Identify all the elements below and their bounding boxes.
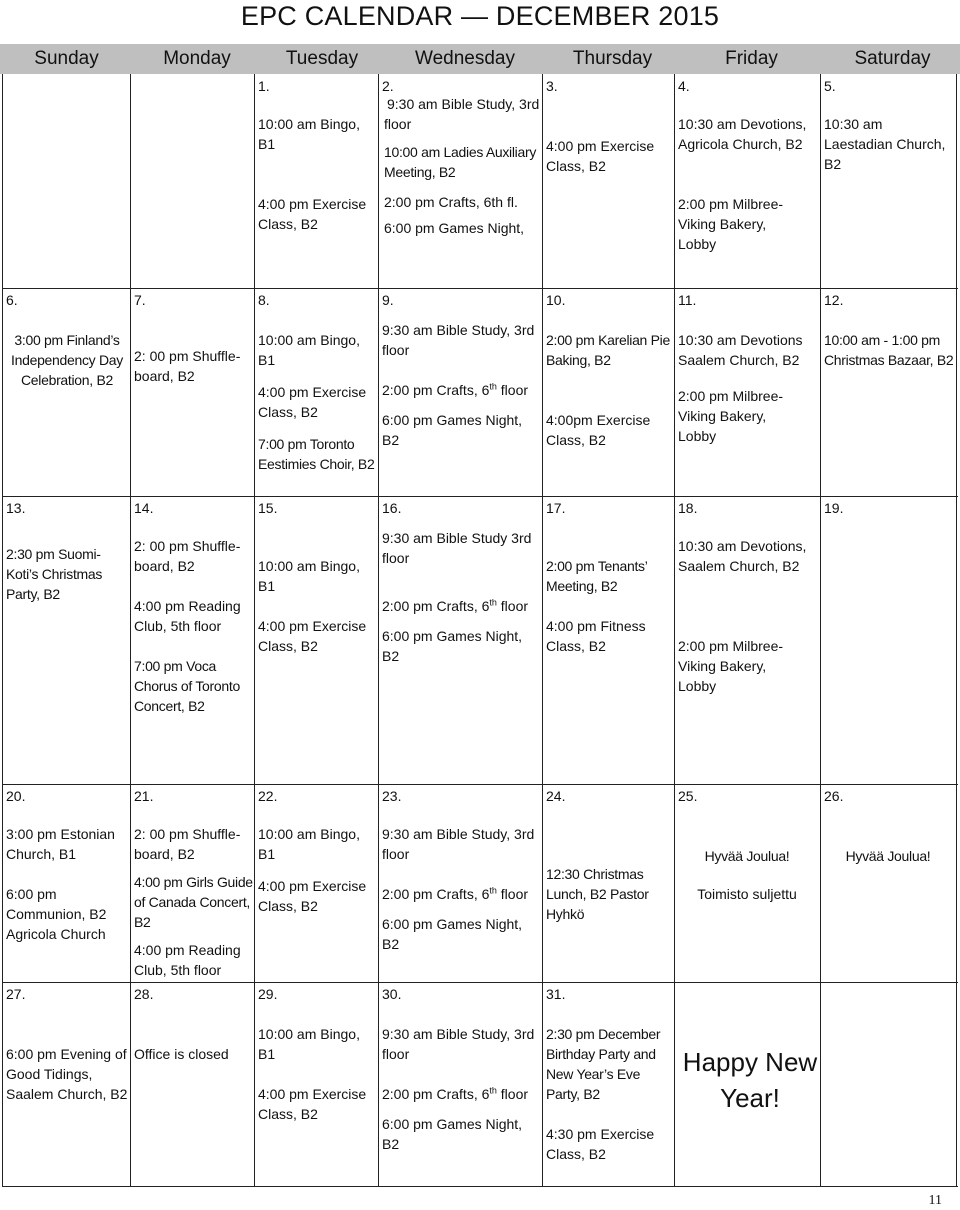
event: 6:00 pm Games Night, B2 [382,916,523,952]
event: 6:00 pm Games Night, [384,220,525,236]
day-number: 23. [382,788,402,804]
day-number: 15. [258,500,278,516]
event: 6:00 pm Games Night, B2 [382,1116,523,1152]
calendar-grid [2,74,958,1187]
day-number: 26. [824,788,844,804]
event: 4:00pm Exercise Class, B2 [546,412,651,448]
grid-line [820,74,821,1187]
event: 4:00 pm Fitness Class, B2 [546,618,646,654]
event: 2:00 pm Milbree-Viking Bakery, Lobby [678,388,784,444]
event: 6:00 pm Games Night, B2 [382,412,523,448]
page-title: EPC CALENDAR — DECEMBER 2015 [240,1,720,31]
event: 4:00 pm Reading Club, 5th floor [134,942,241,978]
weekday-thursday: Thursday [572,48,653,69]
event: 2:00 pm Karelian Pie Baking, B2 [546,332,670,368]
weekday-saturday: Saturday [854,48,931,69]
event: 4:30 pm Exercise Class, B2 [546,1126,655,1162]
grid-line [254,74,255,1187]
grid-line [956,74,957,1187]
day-number: 8. [258,292,270,308]
event: 2: 00 pm Shuffle-board, B2 [134,538,241,574]
day-number: 31. [546,986,566,1002]
event: 4:00 pm Exercise Class, B2 [258,1086,367,1122]
event: 10:00 am Bingo, B1 [258,332,360,368]
event: 10:00 am Bingo, B1 [258,116,360,152]
event: 12:30 Christmas Lunch, B2 Pastor Hyhkö [546,866,649,922]
event-text: 2:00 pm Crafts, 6 [382,382,490,398]
event: 2:30 pm December Birthday Party and New Year’s Eve Party, B2 [546,1026,661,1102]
grid-line [2,288,958,289]
event [382,596,546,616]
event: 2:00 pm Milbree-Viking Bakery, Lobby [678,638,784,694]
day-number: 1. [258,78,270,94]
day-number: 30. [382,986,402,1002]
event: 4:00 pm Exercise Class, B2 [258,618,367,654]
weekday-header [0,44,960,74]
day-number: 14. [134,500,154,516]
event: 10:00 am Bingo, B1 [258,826,360,862]
event: 10:30 am Devotions, Agricola Church, B2 [678,116,807,152]
event: 7:00 pm Voca Chorus of Toronto Concert, B2 [134,658,240,714]
event: 10:30 am Devotions Saalem Church, B2 [678,332,803,368]
weekday-monday: Monday [163,48,231,69]
event: 2:00 pm Crafts, 6th fl. [384,194,518,210]
event-text: floor [496,598,529,614]
event: 2: 00 pm Shuffle-board, B2 [134,826,241,862]
day-number: 4. [678,78,690,94]
event-text: floor [496,382,529,398]
ordinal-suffix: th [489,381,497,392]
day-number: 3. [546,78,558,94]
day-number: 18. [678,500,698,516]
grid-line [2,74,3,1187]
day-number: 27. [6,986,26,1002]
day-number: 6. [6,292,18,308]
ordinal-suffix: th [489,885,497,896]
event: Office is closed [134,1046,229,1062]
event: 6:00 pm Games Night, B2 [382,628,523,664]
grid-line [2,496,958,497]
grid-line [542,74,543,1187]
day-number: 10. [546,292,566,308]
event-text: 2:00 pm Crafts, 6 [382,598,490,614]
event: 2:00 pm Tenants’ Meeting, B2 [546,558,648,594]
event-text: floor [496,886,529,902]
grid-line [130,74,131,1187]
event: 4:00 pm Exercise Class, B2 [258,878,367,914]
event: 10:00 am - 1:00 pm Christmas Bazaar, B2 [824,332,954,368]
ordinal-suffix: th [489,1085,497,1096]
event: 9:30 am Bible Study, 3rd floor [384,96,540,132]
event: 2: 00 pm Shuffle-board, B2 [134,348,241,384]
event [382,1084,546,1104]
event: 7:00 pm Toronto Eestimies Choir, B2 [258,436,375,472]
event: 6:00 pm Communion, B2 Agricola Church [6,886,107,942]
event [382,380,546,400]
grid-line [2,784,958,785]
grid-line [674,74,675,1187]
event: 2:30 pm Suomi-Koti’s Christmas Party, B2 [6,546,103,602]
day-number: 11. [678,292,697,308]
day-number: 17. [546,500,566,516]
ordinal-suffix: th [489,597,497,608]
day-number: 5. [824,78,836,94]
day-number: 20. [6,788,26,804]
day-number: 2. [382,78,394,94]
weekday-friday: Friday [725,48,778,69]
day-number: 9. [382,292,394,308]
day-number: 22. [258,788,278,804]
event: 10:30 am Laestadian Church, B2 [824,116,946,172]
event: 4:00 pm Exercise Class, B2 [258,384,367,420]
event: 9:30 am Bible Study, 3rd floor [382,1026,535,1062]
day-number: 7. [134,292,146,308]
grid-line [2,1186,958,1187]
event-text: 2:00 pm Crafts, 6 [382,886,490,902]
event: 10:00 am Ladies Auxiliary Meeting, B2 [384,144,537,180]
page-number: 11 [928,1193,942,1208]
event [382,884,546,904]
weekday-tuesday: Tuesday [285,48,359,69]
event: 4:00 pm Exercise Class, B2 [258,196,367,232]
event: 9:30 am Bible Study, 3rd floor [382,322,535,358]
event: 3:00 pm Estonian Church, B1 [6,826,115,862]
day-number: 28. [134,986,154,1002]
event: 10:00 am Bingo, B1 [258,558,360,594]
event: 10:30 am Devotions, Saalem Church, B2 [678,538,807,574]
day-number: 13. [6,500,26,516]
event: Toimisto suljettu [697,886,797,902]
event: 9:30 am Bible Study, 3rd floor [382,826,535,862]
event: 4:00 pm Reading Club, 5th floor [134,598,241,634]
grid-line [2,982,958,983]
day-number: 12. [824,292,844,308]
event: 4:00 pm Exercise Class, B2 [546,138,655,174]
day-number: 16. [382,500,402,516]
event: 6:00 pm Evening of Good Tidings, Saalem Church, B2 [6,1046,128,1102]
day-number: 24. [546,788,566,804]
event: 4:00 pm Girls Guide of Canada Concert, B2 [134,874,253,930]
weekday-wednesday: Wednesday [415,48,515,69]
day-number: 21. [134,788,154,804]
day-number: 29. [258,986,278,1002]
weekday-sunday: Sunday [34,48,99,69]
event: Hyvää Joulua! [704,848,790,864]
day-number: 19. [824,500,844,516]
event: 2:00 pm Milbree-Viking Bakery, Lobby [678,196,784,252]
event: 3:00 pm Finland’s Independency Day Celebration, B2 [11,332,123,388]
event-text: floor [496,1086,529,1102]
day-number: 25. [678,788,698,804]
event: 9:30 am Bible Study 3rd floor [382,530,532,566]
event-text: 2:00 pm Crafts, 6 [382,1086,490,1102]
event: 10:00 am Bingo, B1 [258,1026,360,1062]
happy-new-year: Happy New Year! [682,1047,818,1113]
event: Hyvää Joulua! [845,848,931,864]
grid-line [378,74,379,1187]
